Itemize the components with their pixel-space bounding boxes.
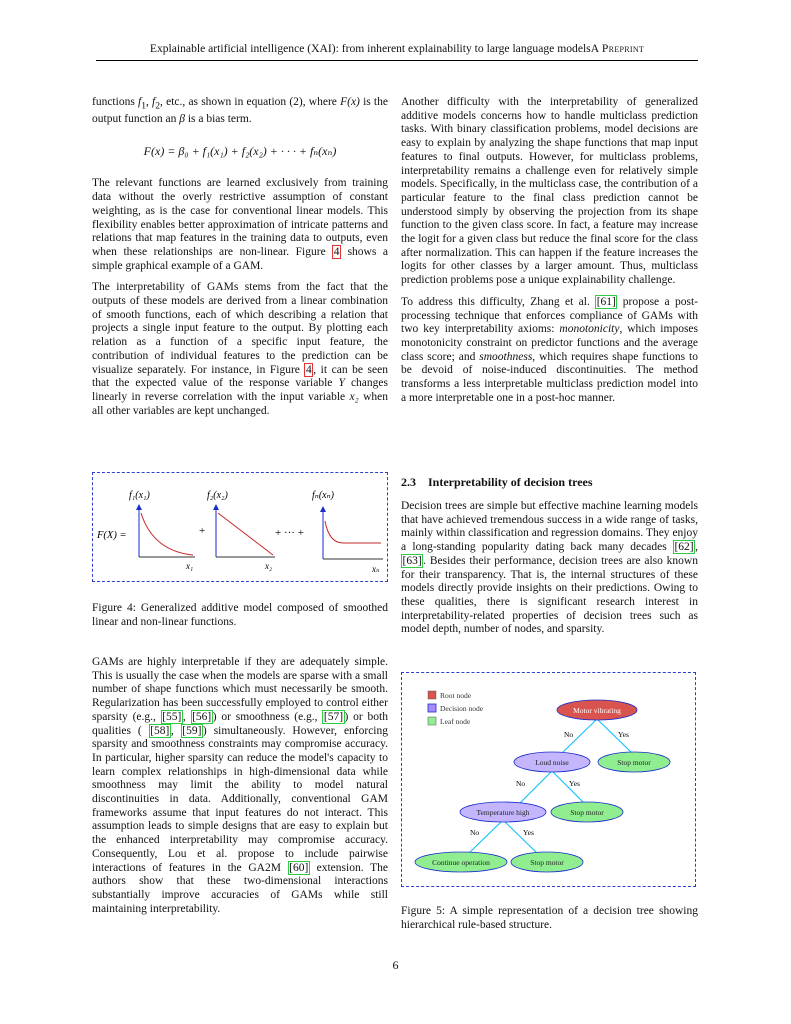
fn-label: fₙ(xₙ) xyxy=(312,490,334,501)
citation-link[interactable]: [58] xyxy=(150,724,170,737)
temperature-label: Temperature high xyxy=(476,808,530,817)
continue-label: Continue operation xyxy=(432,858,490,867)
right-paragraph-3: Decision trees are simple but effective machine learning models that have achieved tremendous success in a wide range of tasks, mainly within classification and regression domains. They enjoy a long-standing popularity dating back many decades [62] , [63] . Besides their performance, decision trees are also known for their transparency. That is, the internal structures of these models directly provide insights on their predictions. Owing to these qualities, there is significant research interest in interpretability-related properties of decision trees such as model depth, number of nodes, and sparsity. xyxy=(401,500,698,636)
decision-tree-diagram xyxy=(402,673,695,886)
citation-link[interactable]: [57] xyxy=(323,710,344,723)
lhs-label: F(X) = xyxy=(97,530,127,541)
page-number: 6 xyxy=(392,958,399,972)
left-column-lower xyxy=(92,656,388,924)
x1-label: x₁ xyxy=(186,561,194,571)
f2-label: f₂(x₂) xyxy=(207,490,228,501)
figure-4 xyxy=(92,472,388,582)
loud-noise-label: Loud noise xyxy=(535,758,569,767)
figure-5-caption: Figure 5: A simple representation of a decision tree showing hierarchical rule-based structure. xyxy=(401,905,698,931)
left-paragraph-4: GAMs are highly interpretable if they are adequately simple. This is usually the case when the models are sparse with a small number of shape functions which must necessarily be smooth. Regularization has been successfully employed to control either sparsity (e.g., [55] , [56] ) or smoothness (e.g., [57] ) or both qualities ( [58] , [59] ) simultaneously. However, enforcing sparsity and smoothness constraints may compromise accuracy. In particular, higher sparsity can reduce the model's capacity to learn complex relationships in high-dimensional data while smoothness may limit the ability to model natural discontinuities in data. Additionally, conventional GAM frameworks assume that input features do not interact. This assumption leads to simple designs that are easy to explain but the enhanced interpretability may compromise accuracy. Consequently, Lou et al. propose to include pairwise interactions of features in the GA2M [60] extension. The authors show that these two-dimensional interactions substantially improve accuracies of GAMs while still maintaining interpretability. xyxy=(92,656,389,915)
gam-diagram xyxy=(93,473,387,581)
citation-link[interactable]: [59] xyxy=(182,724,202,737)
label-yes-1: Yes xyxy=(618,730,629,739)
label-no-1: No xyxy=(564,730,574,739)
right-column-lower xyxy=(401,500,698,645)
label-no-3: No xyxy=(470,828,480,837)
citation-link[interactable]: [62] xyxy=(674,541,694,554)
legend-leaf-label: Leaf node xyxy=(440,717,471,726)
right-paragraph-1: Another difficulty with the interpretability of generalized additive models concerns how to handle multiclass prediction tasks. With binary classification problems, model decisions are easy to explain by analyzing the shape functions that map input features to final outputs. However, for multiclass problems, interpretability remains a challenge even for relatively simple models. Specifically, in the multiclass case, the contribution of a particular feature to the final class prediction cannot be understood simply by observing the projection from its shape function to the given class score. In fact, a feature may increase the logit for a given class but reduce the final score for the class after normalization. This can happen if the feature increases the logits for other classes by a larger amount. Thus, multiclass prediction problems pose a unique explainability challenge. xyxy=(401,96,698,287)
header-preprint: A Preprint xyxy=(590,42,645,55)
figure-4-link[interactable]: 4 xyxy=(333,245,340,258)
section-title: Interpretability of decision trees xyxy=(428,475,593,489)
label-yes-3: Yes xyxy=(523,828,534,837)
header-rule xyxy=(96,60,698,61)
root-node-label: Motor vibrating xyxy=(573,706,621,715)
legend-decision-label: Decision node xyxy=(440,704,484,713)
section-number: 2.3 xyxy=(401,475,416,489)
figure-5 xyxy=(401,672,696,887)
citation-link[interactable]: [55] xyxy=(162,710,182,723)
header-title: Explainable artificial intelligence (XAI): from inherent explainability to large language models xyxy=(149,42,591,55)
stop-motor-1-label: Stop motor xyxy=(617,758,651,767)
citation-link[interactable]: [63] xyxy=(402,554,422,567)
citation-link[interactable]: [61] xyxy=(596,295,616,308)
left-paragraph-2: The relevant functions are learned exclusively from training data without the overly restrictive assumption of constant weighting, as is the case for conventional linear models. This flexibility enables better approximation of intricate patterns and relations that map features in the training data to outputs, even when these relationships are non-linear. Figure 4 shows a simple graphical example of a GAM. xyxy=(92,177,388,272)
left-paragraph-1: functions $f_1$, $f_2$, etc., as shown in equation (2), where F(x) is the output function an β is a bias term. xyxy=(92,96,388,125)
plot2-line xyxy=(218,513,273,555)
stop-motor-2-label: Stop motor xyxy=(570,808,604,817)
citation-link[interactable]: [56] xyxy=(192,710,212,723)
left-paragraph-3: The interpretability of GAMs stems from the fact that the outputs of these models are derived from a linear combination of smooth functions, each of which describing a relation that projects a single input feature to the output. By plotting each relation as a function of a specific input feature, the contribution of individual features to the prediction can be visualize separately. For instance, in Figure 4 , it can be seen that the expected value of the response variable Y changes linearly in reverse correlation with the input variable x₂ when all other variables are kept unchanged. xyxy=(92,281,388,417)
x2-label: x₂ xyxy=(265,561,273,571)
running-header xyxy=(96,42,698,55)
edge-temp-stop xyxy=(503,820,538,854)
legend-decision-swatch xyxy=(428,704,436,712)
stop-motor-3-label: Stop motor xyxy=(530,858,564,867)
equation-2: F(x) = β₀ + f₁(x₁) + f₂(x₂) + · · · + fₙ(xₙ) xyxy=(143,143,337,158)
right-paragraph-2: To address this difficulty, Zhang et al. [61] propose a post-processing technique that enforces compliance of GAMs with two key interpretability axioms: monotonicity, which imposes monotonicity constraint on predictor functions and the average class score; and smoothness, which requires shape functions to be devoid of noise-induced discontinuities. The method transforms a less interpretable multiclass prediction model into a more interpretable one in a post-hoc manner. xyxy=(401,295,698,404)
section-heading xyxy=(401,475,593,490)
figure-4-caption: Figure 4: Generalized additive model composed of smoothed linear and non-linear functions. xyxy=(92,602,388,628)
label-yes-2: Yes xyxy=(569,779,580,788)
legend-root-label: Root node xyxy=(440,691,472,700)
label-no-2: No xyxy=(516,779,526,788)
edge-temp-cont xyxy=(468,820,503,854)
legend-root-swatch xyxy=(428,691,436,699)
figure-4-link[interactable]: 4 xyxy=(305,363,312,376)
plot1-curve xyxy=(141,513,193,555)
right-column xyxy=(401,96,698,413)
xn-label: xₙ xyxy=(372,564,380,574)
f1-label: f₁(x₁) xyxy=(129,490,150,501)
citation-link[interactable]: [60] xyxy=(289,861,309,874)
plus-dots: + ··· + xyxy=(275,527,304,539)
plus-1: + xyxy=(199,525,206,537)
plotn-curve xyxy=(325,521,381,543)
legend-leaf-swatch xyxy=(428,717,436,725)
left-column xyxy=(92,96,388,426)
